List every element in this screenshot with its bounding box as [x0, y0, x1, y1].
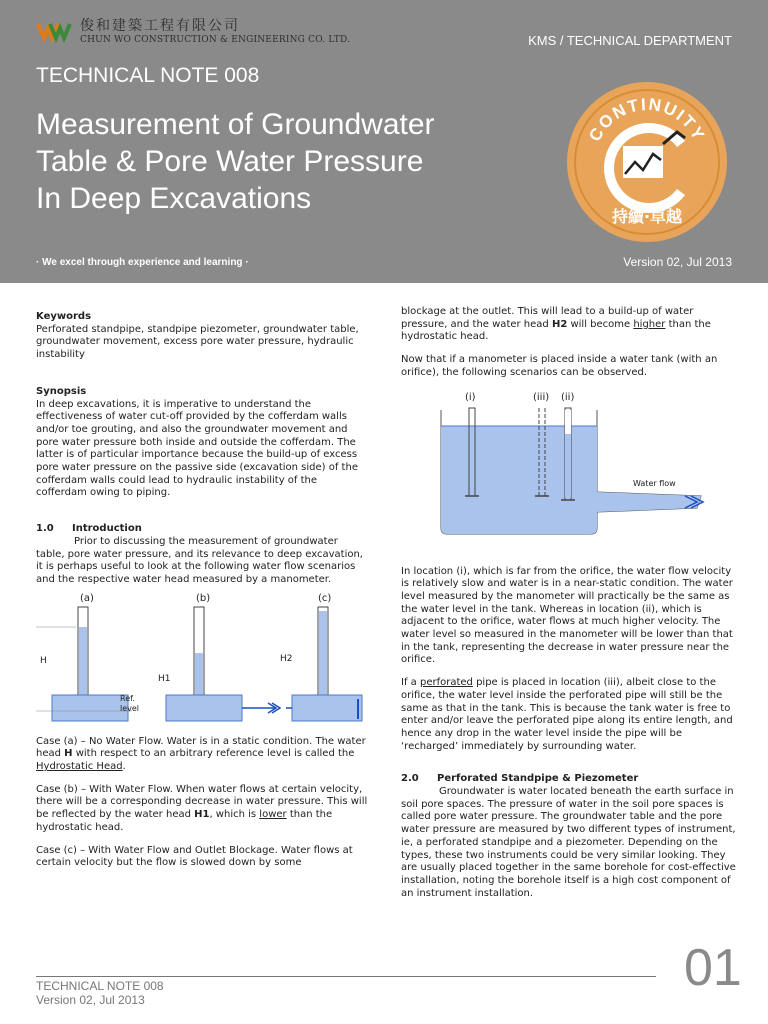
section-2-number: 2.0: [401, 773, 419, 785]
figure-label-b: (b): [196, 592, 211, 604]
footer-title: TECHNICAL NOTE 008: [36, 979, 164, 993]
logo-mark-icon: [36, 18, 74, 44]
case-b-post: than the hydrostatic head.: [36, 809, 333, 833]
header-version: Version 02, Jul 2013: [623, 255, 732, 269]
tank-label-ii: (ii): [561, 391, 575, 403]
tagline: · We excel through experience and learning ·: [36, 257, 249, 268]
page-number: 01: [684, 939, 742, 997]
case-a-mid: with respect to an arbitrary reference level is called the: [72, 748, 355, 760]
figure-label-a: (a): [80, 592, 94, 604]
head-label-h1: H1: [158, 673, 171, 684]
cont-pre: blockage at the outlet. This will lead to a build-up of water pressure, and the water head: [401, 306, 694, 330]
tank-intro-text: Now that if a manometer is placed inside a water tank (with an orifice), the following scenarios can be observed.: [401, 354, 718, 378]
cont-post: than the hydrostatic head.: [401, 318, 711, 343]
case-b-text: [36, 784, 368, 835]
company-logo: [36, 14, 351, 54]
manometer-flow-figure: [36, 587, 368, 727]
footer-divider: [36, 976, 656, 977]
ref-label: Ref.: [120, 693, 135, 703]
title-line-2: Table & Pore Water Pressure: [36, 145, 424, 178]
water-tank-figure: [401, 388, 736, 560]
location-i-ii-text: In location (i), which is far from the orifice, the water flow velocity is relatively slow and water is in a near-static condition. The water level measured by the manometer will practically be the same as the water level in the tank. Whereas in location (ii), which is adjacent to the orifice, water flows at much higher velocity. The water level so measured in the manometer will be lower than that in the tank, representing the decrease in water pressure near the orifice.: [401, 565, 733, 666]
tank-label-i: (i): [465, 391, 476, 403]
company-name-english: CHUN WO CONSTRUCTION & ENGINEERING CO. LTD.: [80, 35, 351, 45]
company-name-chinese: 俊和建築工程有限公司: [80, 18, 240, 34]
water-flow-label: Water flow: [633, 478, 676, 488]
section-2-heading: [401, 773, 736, 786]
section-number: 1.0: [36, 523, 54, 535]
title-line-1: Measurement of Groundwater: [36, 108, 435, 141]
footer-version: Version 02, Jul 2013: [36, 993, 145, 1007]
continued-text: [401, 306, 736, 344]
case-a-bold: H: [64, 748, 73, 760]
case-b-mid: , which is: [209, 809, 260, 821]
section-2-text: Groundwater is water located beneath the earth surface in soil pore spaces. The pressure of water in the soil pore spaces is called pore water pressure. The groundwater table and the pore water pressure are measured by two different types of instrument, ie, a perforated standpipe and a piezometer. Depending on the types, these two instruments could be very similar looking. They are usually placed together in the same borehole for cost-effective installation, noting the borehole itself is a high cost component of an instrument installation.: [401, 786, 736, 899]
introduction-text: Prior to discussing the measurement of groundwater table, pore water pressure, and its relevance to deep excavation, it is perhaps useful to look at the following water flow scenarios and the respective water head measured by a manometer.: [36, 535, 363, 585]
head-label-h2: H2: [280, 653, 293, 664]
left-column: [36, 311, 368, 870]
case-a-post: .: [122, 761, 126, 773]
right-column: [401, 306, 736, 900]
location-iii-text: [401, 677, 736, 753]
case-a-text: [36, 736, 368, 774]
synopsis-text: In deep excavations, it is imperative to understand the effectiveness of water cut-off provided by the cofferdam walls and/or toe grouting, and also the groundwater movement and pore water pressure both inside and outside the cofferdam. The latter is of particular importance because the build-up of excess pore water pressure on the passive side (excavation side) of the cofferdam walls could lead to hydraulic instability of the cofferdam owing to piping.: [36, 398, 358, 499]
level-label: level: [120, 703, 140, 713]
section-title: Introduction: [72, 523, 142, 535]
case-c-text: Case (c) – With Water Flow and Outlet Blockage. Water flows at certain velocity but the flow is slowed down by some: [36, 844, 353, 869]
case-a-pre: Case (a) – No Water Flow. Water is in a static condition. The water head: [36, 735, 366, 760]
para-iii-pre: If a: [401, 677, 420, 689]
case-b-pre: Case (b) – With Water Flow. When water flows at certain velocity, there will be a corresponding decrease in water pressure. This will be reflected by the water head: [36, 783, 368, 821]
case-a-underline: Hydrostatic Head: [36, 761, 123, 773]
head-label-h: H: [40, 655, 47, 666]
introduction-heading: [36, 523, 368, 536]
tank-label-iii: (iii): [533, 391, 550, 403]
para-iii-underline: perforated: [419, 677, 473, 689]
continuity-seal-icon: [565, 80, 729, 244]
keywords-heading: Keywords: [36, 311, 92, 322]
cont-mid: will become: [567, 318, 634, 330]
seal-chinese-text: 持續·卓越: [611, 207, 683, 226]
cont-underline: higher: [633, 318, 666, 330]
document-title: [36, 106, 556, 217]
title-line-3: In Deep Excavations: [36, 182, 312, 215]
case-b-bold: H1: [194, 809, 210, 821]
synopsis-heading: Synopsis: [36, 385, 87, 397]
header-banner: [0, 0, 768, 283]
section-2-title: Perforated Standpipe & Piezometer: [437, 773, 639, 785]
para-iii-post: pipe is placed in location (iii), albeit close to the orifice, the water level inside the perforated pipe will still be the same as that in the tank. This is because the tank water is free to enter and/or leave the perforated pipe along its entire length, and hence any drop in the water level inside the pipe will be ‘recharged’ immediately by surrounding water.: [401, 677, 733, 752]
technical-note-number: TECHNICAL NOTE 008: [36, 64, 260, 87]
seal-text: CONTINUITY: [585, 94, 709, 145]
department-label: KMS / TECHNICAL DEPARTMENT: [528, 33, 732, 48]
figure-label-c: (c): [318, 592, 332, 604]
keywords-text: Perforated standpipe, standpipe piezometer, groundwater table, groundwater movement, excess pore water pressure, hydraulic instability: [36, 323, 359, 361]
case-b-underline: lower: [259, 809, 287, 821]
cont-bold: H2: [551, 318, 568, 330]
